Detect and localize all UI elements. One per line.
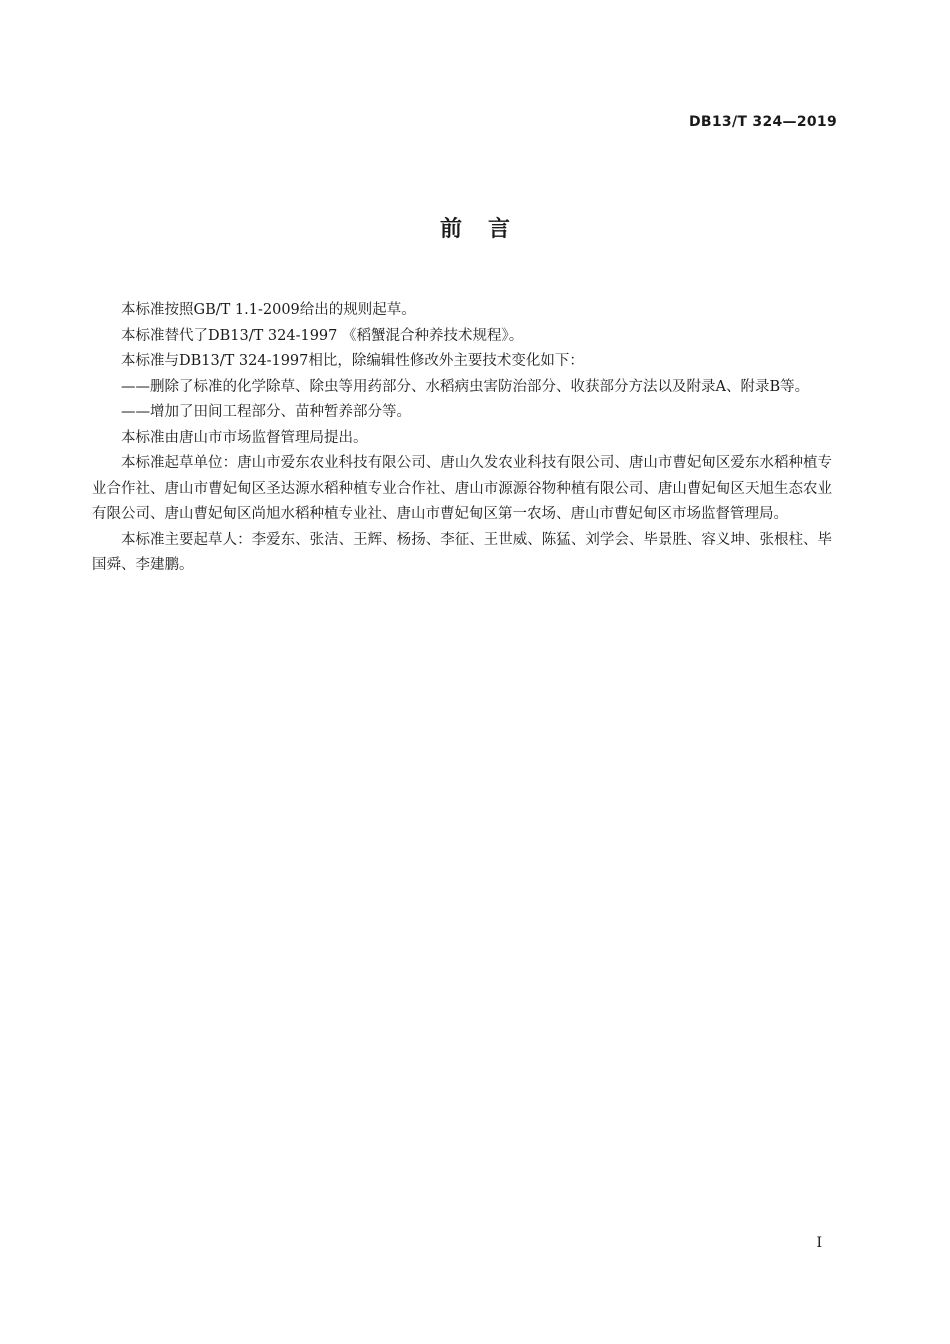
paragraph-replaces: 本标准替代了DB13/T 324-1997 《稻蟹混合种养技术规程》。: [121, 327, 524, 344]
page-title: 前言: [439, 217, 536, 242]
paragraph-change-deleted: ——删除了标准的化学除草、除虫等用药部分、水稻病虫害防治部分、收获部分方法以及附录A、附录B等。: [121, 378, 810, 395]
paragraph-drafters: 本标准主要起草人：李爱东、张洁、王辉、杨扬、李征、王世威、陈猛、刘学会、毕景胜、容义坤、张根柱、毕国舜、李建鹏。: [92, 531, 832, 573]
paragraph-drafting-rule: 本标准按照GB/T 1.1-2009给出的规则起草。: [121, 302, 416, 318]
page-number: I: [816, 1235, 822, 1251]
paragraph-changes-intro: 本标准与DB13/T 324-1997相比，除编辑性修改外主要技术变化如下：: [121, 353, 584, 369]
foreword-body: [92, 298, 832, 579]
standard-code: DB13/T 324—2019: [689, 114, 837, 130]
paragraph-change-added: ——增加了田间工程部分、苗种暂养部分等。: [121, 404, 411, 420]
paragraph-proposed-by: 本标准由唐山市市场监督管理局提出。: [121, 429, 368, 446]
paragraph-drafting-units: 本标准起草单位：唐山市爱东农业科技有限公司、唐山久发农业科技有限公司、唐山市曹妃甸区爱东水稻种植专业合作社、唐山市曹妃甸区圣达源水稻种植专业合作社、唐山市源源谷物种植有限公司、唐山曹妃甸区天旭生态农业有限公司、唐山曹妃甸区尚旭水稻种植专业社、唐山市曹妃甸区第一农场、唐山市曹妃甸区市场监督管理局。: [92, 455, 832, 522]
